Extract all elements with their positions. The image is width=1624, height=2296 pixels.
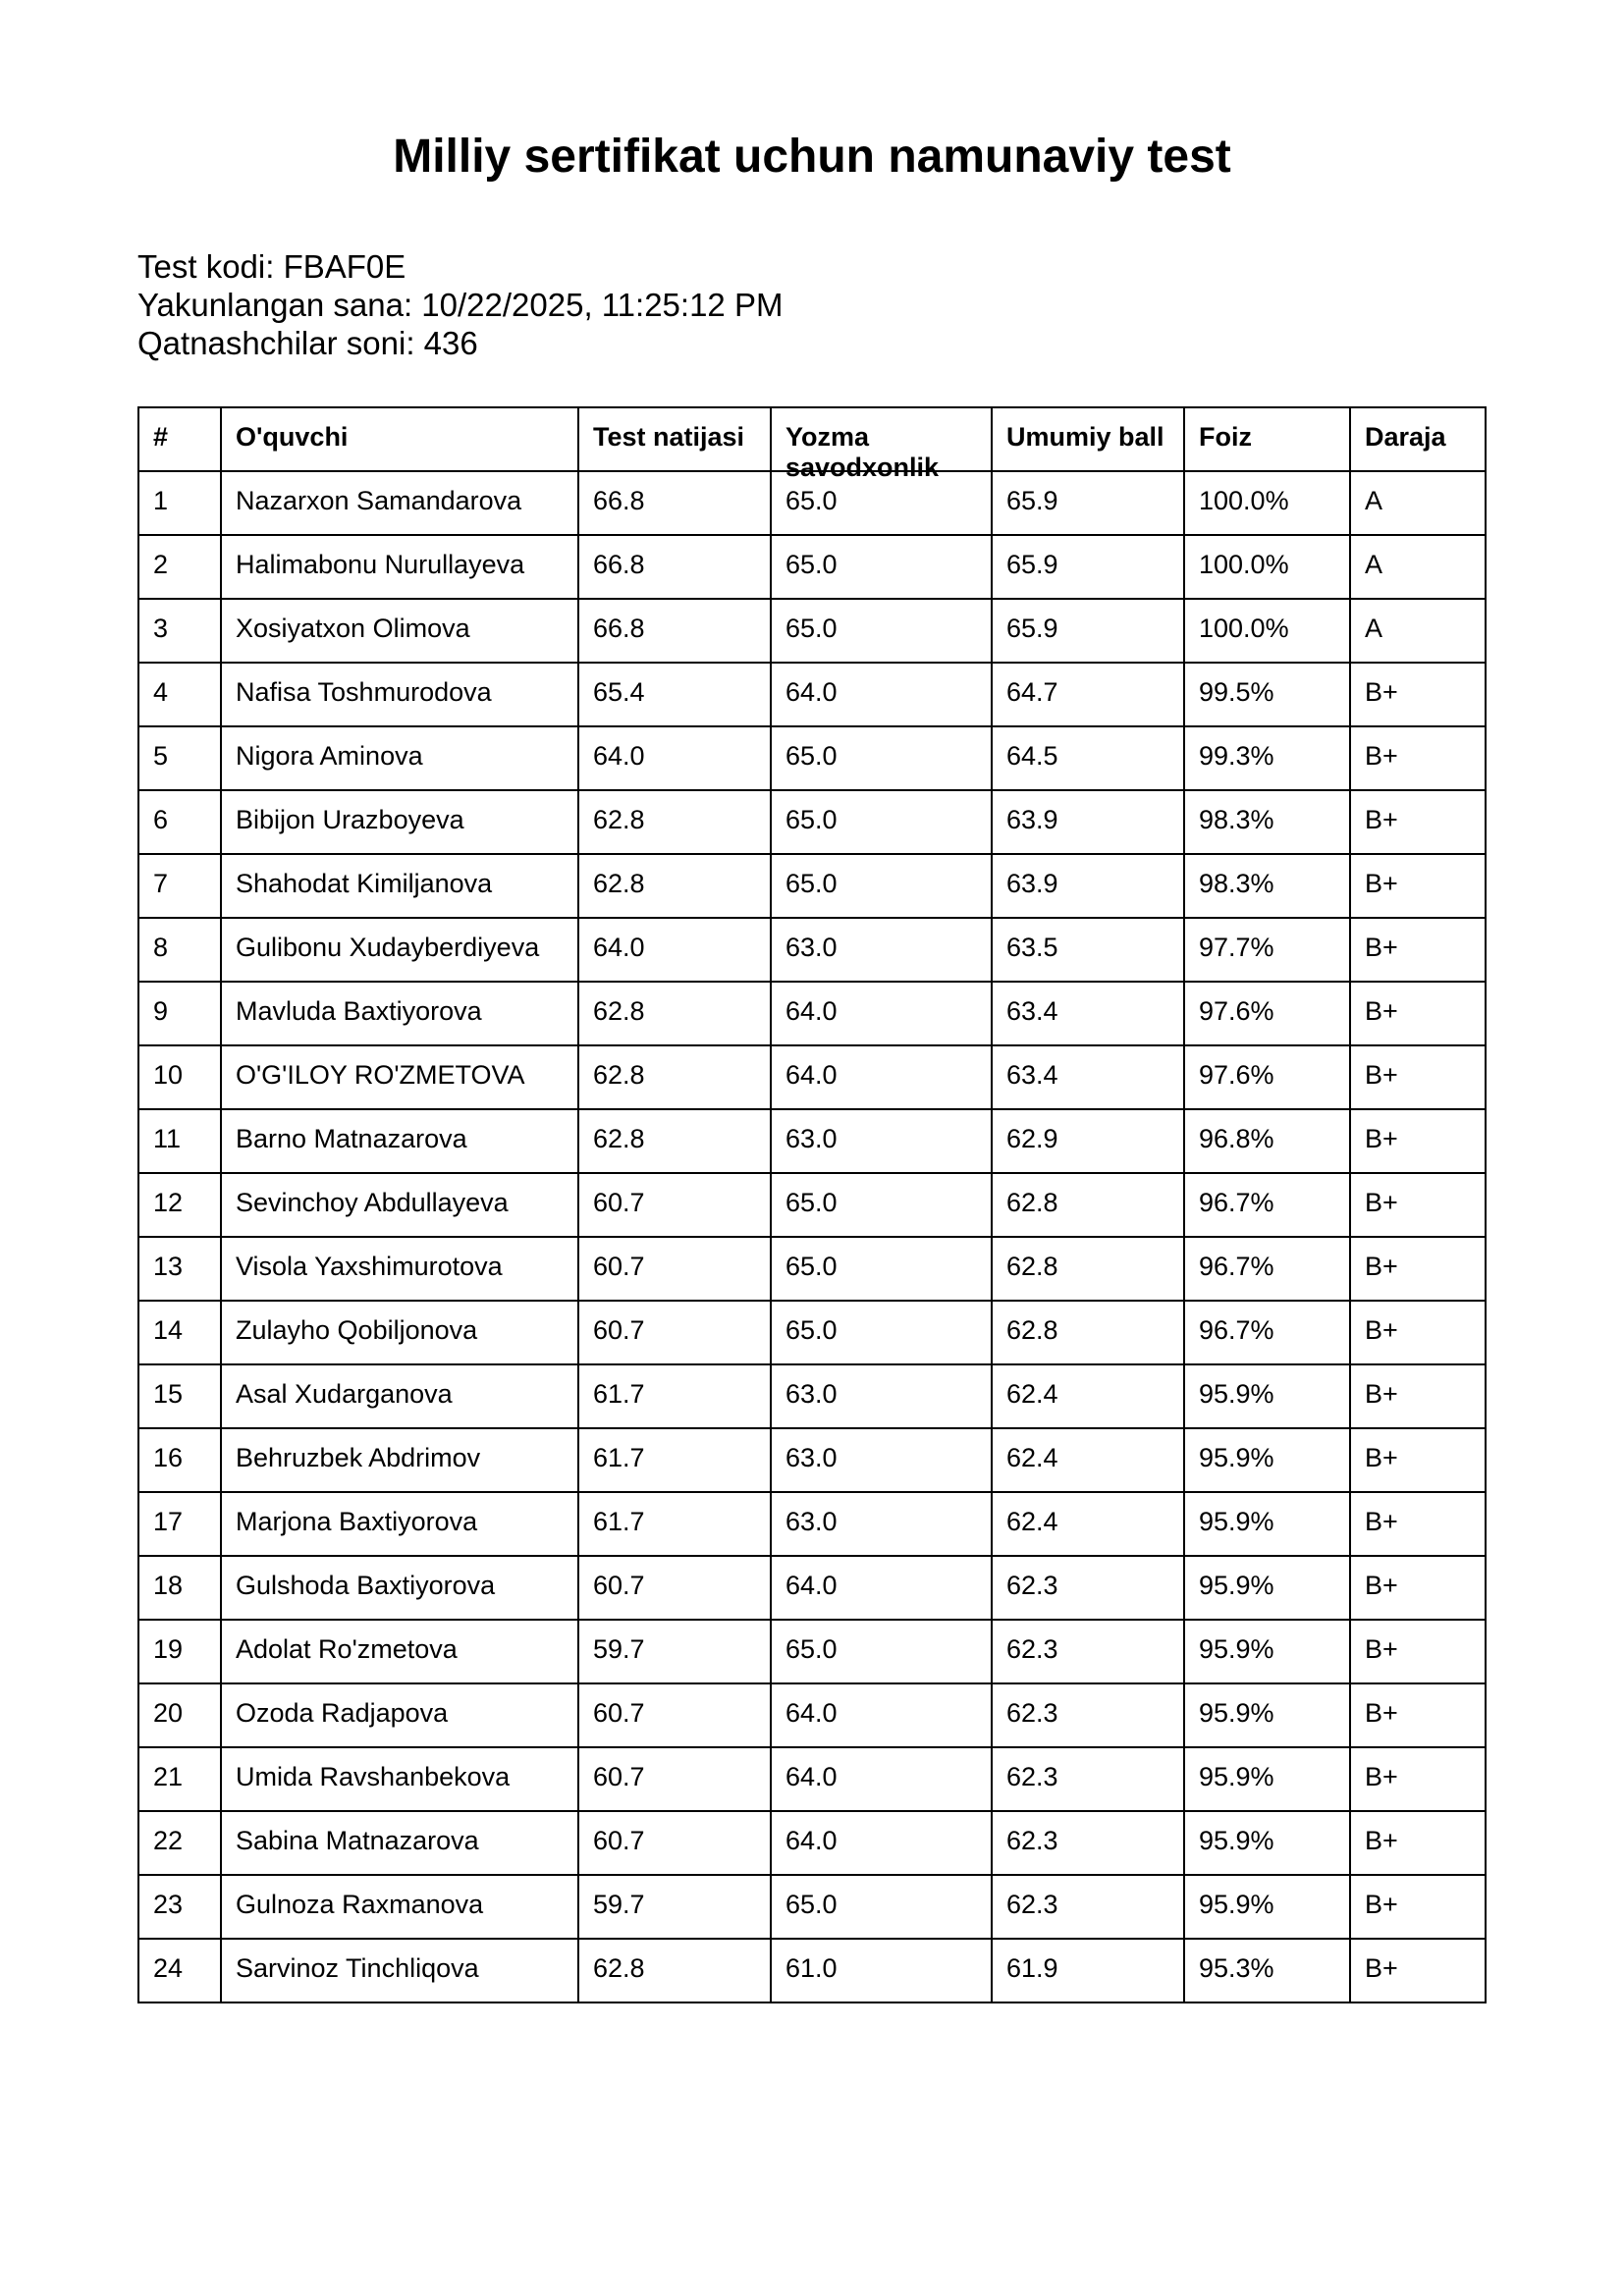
total-score-cell: 62.3 <box>992 1811 1184 1875</box>
written-literacy-cell: 65.0 <box>771 1620 992 1683</box>
student-name-cell: Mavluda Baxtiyorova <box>221 982 578 1045</box>
test-result-cell: 59.7 <box>578 1875 771 1939</box>
row-number-cell: 2 <box>138 535 221 599</box>
test-result-cell: 64.0 <box>578 918 771 982</box>
grade-cell: B+ <box>1350 1301 1486 1364</box>
percent-cell: 95.9% <box>1184 1747 1350 1811</box>
test-result-cell: 62.8 <box>578 790 771 854</box>
written-literacy-cell: 64.0 <box>771 1747 992 1811</box>
percent-cell: 95.9% <box>1184 1620 1350 1683</box>
total-score-cell: 62.3 <box>992 1620 1184 1683</box>
row-number-cell: 12 <box>138 1173 221 1237</box>
written-literacy-cell: 63.0 <box>771 1492 992 1556</box>
written-literacy-cell: 64.0 <box>771 1045 992 1109</box>
grade-cell: B+ <box>1350 1492 1486 1556</box>
row-number-cell: 23 <box>138 1875 221 1939</box>
grade-cell: B+ <box>1350 1875 1486 1939</box>
grade-cell: B+ <box>1350 854 1486 918</box>
test-result-cell: 65.4 <box>578 663 771 726</box>
percent-cell: 95.9% <box>1184 1875 1350 1939</box>
total-score-cell: 62.8 <box>992 1301 1184 1364</box>
written-literacy-cell: 65.0 <box>771 471 992 535</box>
grade-cell: B+ <box>1350 1428 1486 1492</box>
column-header-percent: Foiz <box>1184 407 1350 471</box>
table-row <box>138 1237 1486 1301</box>
grade-cell: B+ <box>1350 1683 1486 1747</box>
student-name-cell: Barno Matnazarova <box>221 1109 578 1173</box>
student-name-cell: Xosiyatxon Olimova <box>221 599 578 663</box>
grade-cell: B+ <box>1350 1556 1486 1620</box>
student-name-cell: Behruzbek Abdrimov <box>221 1428 578 1492</box>
student-name-cell: Halimabonu Nurullayeva <box>221 535 578 599</box>
written-literacy-cell: 65.0 <box>771 599 992 663</box>
student-name-cell: Gulshoda Baxtiyorova <box>221 1556 578 1620</box>
total-score-cell: 63.4 <box>992 982 1184 1045</box>
grade-cell: B+ <box>1350 1811 1486 1875</box>
total-score-cell: 63.5 <box>992 918 1184 982</box>
written-literacy-cell: 65.0 <box>771 726 992 790</box>
written-literacy-cell: 64.0 <box>771 982 992 1045</box>
test-result-cell: 62.8 <box>578 982 771 1045</box>
percent-cell: 95.9% <box>1184 1492 1350 1556</box>
percent-cell: 95.3% <box>1184 1939 1350 2002</box>
student-name-cell: Sabina Matnazarova <box>221 1811 578 1875</box>
grade-cell: B+ <box>1350 1109 1486 1173</box>
percent-cell: 97.7% <box>1184 918 1350 982</box>
total-score-cell: 62.9 <box>992 1109 1184 1173</box>
row-number-cell: 16 <box>138 1428 221 1492</box>
student-name-cell: Shahodat Kimiljanova <box>221 854 578 918</box>
header-row <box>138 407 1486 471</box>
written-literacy-cell: 65.0 <box>771 1237 992 1301</box>
student-name-cell: Nafisa Toshmurodova <box>221 663 578 726</box>
total-score-cell: 62.4 <box>992 1428 1184 1492</box>
test-result-cell: 60.7 <box>578 1237 771 1301</box>
percent-cell: 98.3% <box>1184 854 1350 918</box>
row-number-cell: 21 <box>138 1747 221 1811</box>
student-name-cell: Sevinchoy Abdullayeva <box>221 1173 578 1237</box>
student-name-cell: Gulibonu Xudayberdiyeva <box>221 918 578 982</box>
table-row <box>138 1811 1486 1875</box>
written-literacy-cell: 61.0 <box>771 1939 992 2002</box>
written-literacy-cell: 65.0 <box>771 1301 992 1364</box>
written-literacy-cell: 63.0 <box>771 1364 992 1428</box>
test-code: Test kodi: FBAF0E <box>137 248 406 285</box>
total-score-cell: 62.3 <box>992 1556 1184 1620</box>
percent-cell: 96.7% <box>1184 1173 1350 1237</box>
row-number-cell: 11 <box>138 1109 221 1173</box>
column-header-test-result: Test natijasi <box>578 407 771 471</box>
row-number-cell: 9 <box>138 982 221 1045</box>
total-score-cell: 65.9 <box>992 471 1184 535</box>
row-number-cell: 6 <box>138 790 221 854</box>
test-result-cell: 62.8 <box>578 854 771 918</box>
table-row <box>138 918 1486 982</box>
total-score-cell: 65.9 <box>992 535 1184 599</box>
results-table <box>137 406 1487 2003</box>
test-result-cell: 66.8 <box>578 535 771 599</box>
percent-cell: 95.9% <box>1184 1364 1350 1428</box>
grade-cell: A <box>1350 535 1486 599</box>
student-name-cell: Marjona Baxtiyorova <box>221 1492 578 1556</box>
total-score-cell: 64.7 <box>992 663 1184 726</box>
grade-cell: B+ <box>1350 1939 1486 2002</box>
grade-cell: B+ <box>1350 1237 1486 1301</box>
row-number-cell: 17 <box>138 1492 221 1556</box>
grade-cell: A <box>1350 599 1486 663</box>
percent-cell: 96.7% <box>1184 1301 1350 1364</box>
test-result-cell: 60.7 <box>578 1811 771 1875</box>
column-header-number: # <box>138 407 221 471</box>
total-score-cell: 61.9 <box>992 1939 1184 2002</box>
table-row <box>138 663 1486 726</box>
percent-cell: 97.6% <box>1184 982 1350 1045</box>
student-name-cell: Gulnoza Raxmanova <box>221 1875 578 1939</box>
grade-cell: B+ <box>1350 726 1486 790</box>
total-score-cell: 62.4 <box>992 1492 1184 1556</box>
student-name-cell: Sarvinoz Tinchliqova <box>221 1939 578 2002</box>
test-result-cell: 60.7 <box>578 1301 771 1364</box>
test-result-cell: 61.7 <box>578 1492 771 1556</box>
total-score-cell: 62.3 <box>992 1683 1184 1747</box>
grade-cell: B+ <box>1350 1747 1486 1811</box>
test-result-cell: 60.7 <box>578 1683 771 1747</box>
total-score-cell: 63.4 <box>992 1045 1184 1109</box>
row-number-cell: 10 <box>138 1045 221 1109</box>
row-number-cell: 4 <box>138 663 221 726</box>
test-result-cell: 60.7 <box>578 1556 771 1620</box>
row-number-cell: 14 <box>138 1301 221 1364</box>
column-header-total-score: Umumiy ball <box>992 407 1184 471</box>
percent-cell: 98.3% <box>1184 790 1350 854</box>
row-number-cell: 15 <box>138 1364 221 1428</box>
grade-cell: B+ <box>1350 663 1486 726</box>
row-number-cell: 5 <box>138 726 221 790</box>
table-row <box>138 1045 1486 1109</box>
column-header-student: O'quvchi <box>221 407 578 471</box>
student-name-cell: Visola Yaxshimurotova <box>221 1237 578 1301</box>
written-literacy-cell: 65.0 <box>771 535 992 599</box>
row-number-cell: 1 <box>138 471 221 535</box>
test-result-cell: 66.8 <box>578 599 771 663</box>
finished-date: Yakunlangan sana: 10/22/2025, 11:25:12 PM <box>137 287 784 323</box>
table-row <box>138 982 1486 1045</box>
row-number-cell: 8 <box>138 918 221 982</box>
test-result-cell: 62.8 <box>578 1109 771 1173</box>
table-row <box>138 599 1486 663</box>
written-literacy-cell: 65.0 <box>771 854 992 918</box>
written-literacy-cell: 64.0 <box>771 663 992 726</box>
total-score-cell: 62.3 <box>992 1747 1184 1811</box>
participant-count: Qatnashchilar soni: 436 <box>137 325 478 361</box>
page-title: Milliy sertifikat uchun namunaviy test <box>393 131 1231 183</box>
percent-cell: 96.8% <box>1184 1109 1350 1173</box>
student-name-cell: Umida Ravshanbekova <box>221 1747 578 1811</box>
grade-cell: B+ <box>1350 918 1486 982</box>
row-number-cell: 13 <box>138 1237 221 1301</box>
percent-cell: 96.7% <box>1184 1237 1350 1301</box>
written-literacy-cell: 64.0 <box>771 1811 992 1875</box>
test-info <box>137 247 783 362</box>
grade-cell: B+ <box>1350 1620 1486 1683</box>
test-result-cell: 62.8 <box>578 1939 771 2002</box>
student-name-cell: O'G'ILOY RO'ZMETOVA <box>221 1045 578 1109</box>
table-row <box>138 1301 1486 1364</box>
student-name-cell: Adolat Ro'zmetova <box>221 1620 578 1683</box>
test-result-cell: 61.7 <box>578 1364 771 1428</box>
percent-cell: 100.0% <box>1184 535 1350 599</box>
table-row <box>138 535 1486 599</box>
test-result-cell: 59.7 <box>578 1620 771 1683</box>
grade-cell: B+ <box>1350 790 1486 854</box>
percent-cell: 95.9% <box>1184 1556 1350 1620</box>
test-result-cell: 66.8 <box>578 471 771 535</box>
percent-cell: 95.9% <box>1184 1428 1350 1492</box>
written-literacy-cell: 64.0 <box>771 1556 992 1620</box>
student-name-cell: Bibijon Urazboyeva <box>221 790 578 854</box>
table-row <box>138 1747 1486 1811</box>
results-body <box>138 471 1486 2002</box>
total-score-cell: 62.8 <box>992 1237 1184 1301</box>
grade-cell: B+ <box>1350 982 1486 1045</box>
written-literacy-cell: 65.0 <box>771 790 992 854</box>
row-number-cell: 22 <box>138 1811 221 1875</box>
row-number-cell: 18 <box>138 1556 221 1620</box>
student-name-cell: Nazarxon Samandarova <box>221 471 578 535</box>
row-number-cell: 7 <box>138 854 221 918</box>
test-result-cell: 64.0 <box>578 726 771 790</box>
percent-cell: 95.9% <box>1184 1811 1350 1875</box>
total-score-cell: 65.9 <box>992 599 1184 663</box>
table-row <box>138 1556 1486 1620</box>
total-score-cell: 62.3 <box>992 1875 1184 1939</box>
percent-cell: 99.3% <box>1184 726 1350 790</box>
test-result-cell: 62.8 <box>578 1045 771 1109</box>
percent-cell: 99.5% <box>1184 663 1350 726</box>
table-row <box>138 726 1486 790</box>
grade-cell: B+ <box>1350 1364 1486 1428</box>
total-score-cell: 62.4 <box>992 1364 1184 1428</box>
row-number-cell: 20 <box>138 1683 221 1747</box>
table-row <box>138 1620 1486 1683</box>
table-row <box>138 1173 1486 1237</box>
test-result-cell: 60.7 <box>578 1173 771 1237</box>
written-literacy-cell: 63.0 <box>771 1109 992 1173</box>
table-row <box>138 1683 1486 1747</box>
written-literacy-cell: 63.0 <box>771 918 992 982</box>
percent-cell: 100.0% <box>1184 599 1350 663</box>
student-name-cell: Ozoda Radjapova <box>221 1683 578 1747</box>
grade-cell: A <box>1350 471 1486 535</box>
table-row <box>138 790 1486 854</box>
table-row <box>138 1875 1486 1939</box>
percent-cell: 100.0% <box>1184 471 1350 535</box>
column-header-grade: Daraja <box>1350 407 1486 471</box>
written-literacy-cell: 63.0 <box>771 1428 992 1492</box>
written-literacy-cell: 65.0 <box>771 1875 992 1939</box>
table-row <box>138 1492 1486 1556</box>
student-name-cell: Nigora Aminova <box>221 726 578 790</box>
row-number-cell: 3 <box>138 599 221 663</box>
row-number-cell: 24 <box>138 1939 221 2002</box>
test-result-cell: 61.7 <box>578 1428 771 1492</box>
percent-cell: 95.9% <box>1184 1683 1350 1747</box>
column-header-written-literacy: Yozma savodxonlik <box>771 407 992 471</box>
written-literacy-cell: 64.0 <box>771 1683 992 1747</box>
total-score-cell: 64.5 <box>992 726 1184 790</box>
test-result-cell: 60.7 <box>578 1747 771 1811</box>
table-row <box>138 1428 1486 1492</box>
table-row <box>138 1109 1486 1173</box>
row-number-cell: 19 <box>138 1620 221 1683</box>
table-row <box>138 1364 1486 1428</box>
total-score-cell: 63.9 <box>992 854 1184 918</box>
table-row <box>138 854 1486 918</box>
grade-cell: B+ <box>1350 1045 1486 1109</box>
percent-cell: 97.6% <box>1184 1045 1350 1109</box>
total-score-cell: 63.9 <box>992 790 1184 854</box>
total-score-cell: 62.8 <box>992 1173 1184 1237</box>
table-row <box>138 1939 1486 2002</box>
written-literacy-cell: 65.0 <box>771 1173 992 1237</box>
student-name-cell: Asal Xudarganova <box>221 1364 578 1428</box>
student-name-cell: Zulayho Qobiljonova <box>221 1301 578 1364</box>
grade-cell: B+ <box>1350 1173 1486 1237</box>
